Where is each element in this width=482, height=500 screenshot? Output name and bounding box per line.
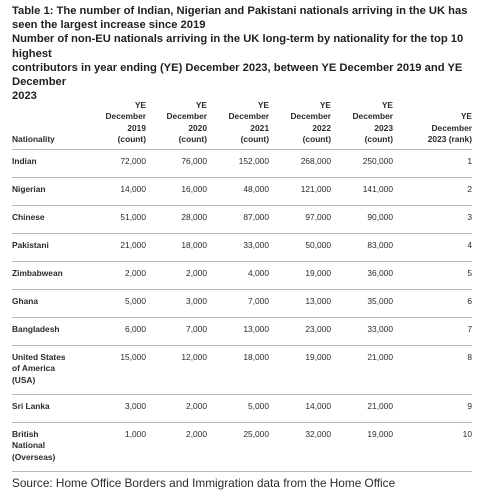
count-2020-cell: 16,000 [146,178,207,206]
column-header-line: (count) [302,133,331,144]
nationality-cell [12,395,78,423]
count-2023-cell: 250,000 [331,150,393,178]
nationality-cell [12,423,78,472]
nationality-name-line: Sri Lanka [12,401,50,412]
count-2020-cell: 2,000 [146,262,207,290]
count-2019-cell: 5,000 [78,290,146,318]
column-header-line: 2019 [127,122,146,133]
table-row [12,395,472,423]
nationality-name-line: British [12,429,39,440]
nationality-cell [12,206,78,234]
count-2021-cell: 13,000 [207,318,269,346]
nationality-name-line: (USA) [12,374,36,385]
column-header-line: YE [134,100,146,110]
column-header-line: 2020 [188,122,207,133]
column-header-line: YE [319,100,331,110]
count-2022-cell: 121,000 [269,178,331,206]
nationality-cell [12,318,78,346]
table-row [12,150,472,178]
table-title-line-1: Table 1: The number of Indian, Nigerian and Pakistani nationals arriving in the UK has [12,5,468,17]
table-subtitle-line-1: Number of non-EU nationals arriving in the UK long-term by nationality for the top 10 highest [12,33,464,60]
nationality-cell [12,150,78,178]
count-2021-cell: 87,000 [207,206,269,234]
column-header-line: December [166,111,207,122]
table-row [12,206,472,234]
column-header-line: (count) [117,133,146,144]
table-subtitle-line-2: contributors in year ending (YE) December 2023, between YE December 2019 and YE December [12,61,463,89]
nationality-name-line: (Overseas) [12,451,56,462]
column-header-line: 2023 (rank) [427,133,472,144]
count-2023-cell: 21,000 [331,395,393,423]
source-note: Source: Home Office Borders and Immigration data from the Home Office [12,476,396,490]
count-2023-cell: 83,000 [331,234,393,262]
count-2023-cell: 90,000 [331,206,393,234]
count-2022-cell: 19,000 [269,346,331,395]
column-header-line: YE [195,100,207,110]
count-2020-cell: 12,000 [146,346,207,395]
count-2021-cell: 5,000 [207,395,269,423]
nationality-cell [12,290,78,318]
count-2022-cell: 23,000 [269,318,331,346]
count-2021-cell: 7,000 [207,290,269,318]
rank-2023-cell: 4 [393,234,472,262]
count-2019-cell: 3,000 [78,395,146,423]
column-header-line: December [290,111,331,122]
column-header-line: 2023 [374,122,393,133]
rank-2023-cell: 8 [393,346,472,395]
count-2022-cell: 14,000 [269,395,331,423]
column-header-line: December [105,111,146,122]
nationality-name-line: Bangladesh [12,324,60,335]
column-header-nationality: Nationality [12,133,55,144]
nationality-name-line: Zimbabwean [12,268,63,279]
table-row [12,318,472,346]
count-2022-cell: 268,000 [269,150,331,178]
rank-2023-cell: 10 [393,423,472,472]
count-2023-cell: 35,000 [331,290,393,318]
nationality-cell [12,346,78,395]
count-2019-cell: 51,000 [78,206,146,234]
table-row [12,346,472,395]
nationality-name-line: of America [12,363,55,374]
rank-2023-cell: 5 [393,262,472,290]
column-header-line: 2021 [250,122,269,133]
column-header-line: (count) [178,133,207,144]
count-2021-cell: 18,000 [207,346,269,395]
count-2023-cell: 21,000 [331,346,393,395]
count-2019-cell: 72,000 [78,150,146,178]
count-2022-cell: 19,000 [269,262,331,290]
count-2023-cell: 141,000 [331,178,393,206]
column-header-ye-2019 [78,100,146,150]
rank-2023-cell: 3 [393,206,472,234]
rank-2023-cell: 2 [393,178,472,206]
table-row [12,178,472,206]
column-header-ye-2023 [331,100,393,150]
nationality-name-line: Chinese [12,212,45,223]
count-2020-cell: 3,000 [146,290,207,318]
column-header-line: YE [257,100,269,110]
table-row [12,262,472,290]
count-2021-cell: 48,000 [207,178,269,206]
rank-2023-cell: 1 [393,150,472,178]
count-2020-cell: 28,000 [146,206,207,234]
rank-2023-cell: 9 [393,395,472,423]
table-row [12,423,472,472]
rank-2023-cell: 6 [393,290,472,318]
count-2020-cell: 18,000 [146,234,207,262]
nationality-name-line: Ghana [12,296,39,307]
column-header-line: (count) [364,133,393,144]
column-header-line: YE [381,100,393,110]
nationality-name-line: Pakistani [12,240,49,251]
count-2020-cell: 76,000 [146,150,207,178]
column-header-rank-2023 [393,100,472,150]
nationality-name-line: National [12,440,46,451]
count-2021-cell: 25,000 [207,423,269,472]
nationality-cell [12,262,78,290]
count-2020-cell: 2,000 [146,395,207,423]
column-header-ye-2020 [146,100,207,150]
count-2023-cell: 33,000 [331,318,393,346]
column-header-line: December [228,111,269,122]
count-2023-cell: 36,000 [331,262,393,290]
count-2022-cell: 13,000 [269,290,331,318]
table-header-row [12,100,472,150]
count-2019-cell: 15,000 [78,346,146,395]
count-2019-cell: 1,000 [78,423,146,472]
column-header-ye-2021 [207,100,269,150]
column-header-line: (count) [240,133,269,144]
count-2019-cell: 2,000 [78,262,146,290]
count-2022-cell: 97,000 [269,206,331,234]
nationality-name-line: Nigerian [12,184,46,195]
count-2019-cell: 21,000 [78,234,146,262]
nationality-arrivals-table [12,100,472,472]
rank-2023-cell: 7 [393,318,472,346]
column-header-ye-2022 [269,100,331,150]
count-2021-cell: 152,000 [207,150,269,178]
table-title-line-2: seen the largest increase since 2019 [12,19,206,32]
count-2019-cell: 6,000 [78,318,146,346]
nationality-cell [12,178,78,206]
nationality-name-line: United States [12,352,66,363]
count-2022-cell: 32,000 [269,423,331,472]
nationality-cell [12,234,78,262]
column-header-line: December [431,122,472,133]
count-2023-cell: 19,000 [331,423,393,472]
nationality-name-line: Indian [12,156,37,167]
count-2021-cell: 4,000 [207,262,269,290]
count-2022-cell: 50,000 [269,234,331,262]
table-row [12,290,472,318]
column-header-line: YE [460,111,472,122]
column-header-line: 2022 [312,122,331,133]
count-2020-cell: 2,000 [146,423,207,472]
table-subtitle-line-3: 2023 [12,90,37,103]
count-2021-cell: 33,000 [207,234,269,262]
count-2020-cell: 7,000 [146,318,207,346]
table-row [12,234,472,262]
count-2019-cell: 14,000 [78,178,146,206]
column-header-line: December [352,111,393,122]
